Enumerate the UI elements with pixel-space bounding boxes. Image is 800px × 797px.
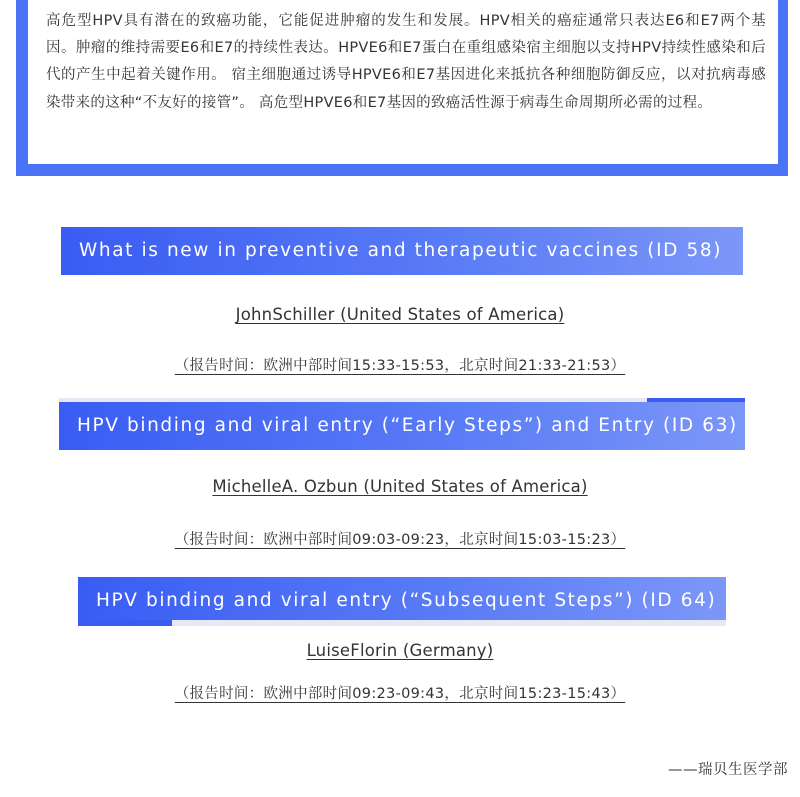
session-time-text: （报告时间：欧洲中部时间09:23-09:43，北京时间15:23-15:43） (174, 686, 626, 702)
title-bar-shadow (172, 620, 726, 626)
session-time-text: （报告时间：欧洲中部时间09:03-09:23，北京时间15:03-15:23） (174, 532, 626, 548)
speaker-name (0, 477, 800, 496)
session-time (0, 528, 800, 549)
speaker-link[interactable]: MichelleA. Ozbun (United States of America) (212, 477, 588, 496)
footer-signature: ——瑞贝生医学部 (668, 762, 788, 778)
session-time-text: （报告时间：欧洲中部时间15:33-15:53，北京时间21:33-21:53） (174, 358, 626, 374)
speaker-name (0, 305, 800, 324)
session-title: HPV binding and viral entry (“Early Steps”) and Entry (ID 63) (77, 415, 738, 436)
intro-frame (16, 0, 788, 176)
session-title: What is new in preventive and therapeutic vaccines (ID 58) (79, 240, 723, 261)
intro-paragraph: 高危型HPV具有潜在的致癌功能，它能促进肿瘤的发生和发展。HPV相关的癌症通常只表达E6和E7两个基因。肿瘤的维持需要E6和E7的持续性表达。HPVE6和E7蛋白在重组感染宿主细胞以支持HPV持续性感染和后代的产生中起着关键作用。 宿主细胞通过诱导HPVE6和E7基因进化来抵抗各种细胞防御反应，以对抗病毒感染带来的这种“不友好的接管”。 高危型HPVE6和E7基因的致癌活性源于病毒生命周期所必需的过程。 (46, 13, 766, 111)
title-bar-shadow (59, 398, 647, 402)
session-title: HPV binding and viral entry (“Subsequent Steps”) (ID 64) (96, 590, 717, 611)
speaker-link[interactable]: JohnSchiller (United States of America) (235, 305, 565, 324)
session-time (0, 354, 800, 375)
speaker-name (0, 641, 800, 660)
speaker-link[interactable]: LuiseFlorin (Germany) (306, 641, 494, 660)
title-bar-accent (78, 620, 172, 626)
session-title-bar (78, 577, 726, 625)
session-title-bar (59, 402, 745, 450)
session-title-bar (61, 227, 743, 275)
intro-panel (28, 0, 778, 164)
session-time (0, 682, 800, 703)
